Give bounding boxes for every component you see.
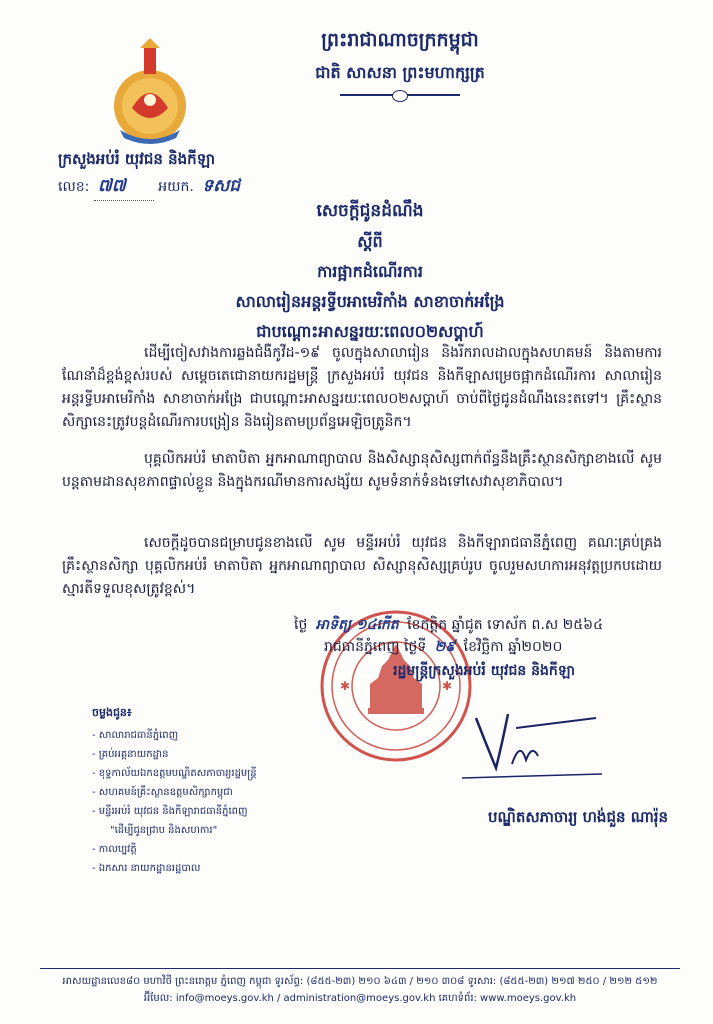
ornament-divider bbox=[340, 94, 460, 96]
signatory-title: រដ្ឋមន្ត្រីក្រសួងអប់រំ យុវជន និងកីឡា bbox=[393, 663, 575, 679]
notice-titles bbox=[160, 200, 580, 351]
notice-duration: ជាបណ្តោះអាសន្នរយៈពេល០២សប្តាហ៍ bbox=[256, 322, 484, 341]
list-item: - កាលប្បវត្តិ bbox=[92, 842, 257, 857]
list-item: - ខុទ្ទកាល័យឯកឧត្តមបណ្ឌិតសភាចារ្យរដ្ឋមន្ត្រី bbox=[92, 766, 257, 781]
list-item: - មន្ទីរអប់រំ យុវជន និងកីឡារាជធានីភ្នំពេញ bbox=[92, 804, 257, 819]
footer-contact bbox=[40, 968, 680, 1007]
notice-title: សេចក្តីជូនដំណឹង bbox=[316, 201, 424, 221]
recipients-list bbox=[92, 728, 257, 876]
list-item: - ឯកសារ នាយកដ្ឋានរដ្ឋបាល bbox=[92, 861, 257, 876]
recipients-heading: ចម្លងជូន៖ bbox=[92, 706, 132, 719]
kingdom-header bbox=[270, 28, 530, 96]
list-item: - គ្រប់អគ្គនាយកដ្ឋាន bbox=[92, 747, 257, 762]
footer-email-web: អ៊ីមែល: info@moeys.gov.kh / administration@moeys.gov.kh គេហទំព័រ: www.moeys.gov.kh bbox=[143, 993, 577, 1004]
body-paragraph-1: ដើម្បីចៀសវាងការឆ្លងជំងឺកូវីដ-១៩ ចូលក្នុងសាលារៀន និងរីករាលដាលក្នុងសហគមន៍ និងតាមការណែនាំដ៏ខ្ពង់ខ្ពស់របស់ សម្តេចតេជោនាយករដ្ឋមន្ត្រី ក្រសួងអប់រំ យុវជន និងកីឡាសម្រេចផ្អាកដំណើរការ សាលារៀនអន្តរទ្វីបអាមេរិកាំង សាខាចាក់អង្រែ ជាបណ្តោះអាសន្នរយៈពេល០២សប្តាហ៍ ចាប់ពីថ្ងៃជូនដំណឹងនេះតទៅ។ គ្រឹះស្ថានសិក្សានេះត្រូវបន្តដំណើរការបង្រៀន និងរៀនតាមប្រព័ន្ធអេឡិចត្រូនិក។ bbox=[62, 345, 662, 430]
date-and-signatory bbox=[294, 614, 674, 682]
notice-subject: ការផ្អាកដំណើរការ bbox=[317, 262, 423, 281]
svg-text:✱: ✱ bbox=[442, 679, 453, 693]
signer-name: បណ្ឌិតសភាចារ្យ ហង់ជួន ណារ៉ុន bbox=[488, 808, 669, 826]
body-paragraph-2: បុគ្គលិកអប់រំ មាតាបិតា អ្នកអាណាព្យាបាល និងសិស្សានុសិស្សពាក់ព័ន្ធនឹងគ្រឹះស្ថានសិក្សាខាងលើ សូមបន្តតាមដានសុខភាពផ្ទាល់ខ្លួន និងក្នុងករណីមានការសង្ស័យ សូមទំនាក់ទំនងទៅសេវាសុខាភិបាល។ bbox=[62, 451, 662, 490]
list-item: - សហគមន៍គ្រឹះស្ថានឧត្តមសិក្សាកម្ពុជា bbox=[92, 785, 257, 800]
lunar-date: ថ្ងៃ អាទិត្យ ១៤កើត ខែកត្តិក ឆ្នាំជូត ទោស័ក ព.ស ២៥៦៤ bbox=[294, 617, 604, 633]
recipients-note: "ដើម្បីជូនជ្រាប និងសហការ" bbox=[110, 825, 218, 836]
body-paragraph-3: សេចក្តីដូចបានជម្រាបជូនខាងលើ សូម មន្ទីរអប់រំ យុវជន និងកីឡារាជធានីភ្នំពេញ គណៈគ្រប់គ្រងគ្រឹះស្ថានសិក្សា បុគ្គលិកអប់រំ មាតាបិតា អ្នកអាណាព្យាបាល សិស្សានុសិស្សគ្រប់រូប ចូលរួមសហការអនុវត្តប្រកបដោយស្មារតីទទួលខុសត្រូវខ្ពស់។ bbox=[62, 535, 662, 597]
ministry-name: ក្រសួងអប់រំ យុវជន និងកីឡា bbox=[58, 150, 216, 168]
ministry-emblem-icon bbox=[110, 38, 190, 148]
footer-address: អាសយដ្ឋានលេខ៨០ មហាវិថី ព្រះនរោត្តម ភ្នំពេញ កម្ពុជា ទូរស័ព្ទ: (៨៥៥-២៣) ២១០ ៦៤៣ / ២១០ ៣០៨ ទូរសារ: (៨៥៥-២៣) ២១៧ ២៥០ / ២១២ ៥១២ bbox=[62, 976, 658, 987]
list-item: - សាលារាជធានីភ្នំពេញ bbox=[92, 728, 257, 743]
notice-school: សាលារៀនអន្តរទ្វីបអាមេរិកាំង សាខាចាក់អង្រែ bbox=[235, 292, 505, 311]
kingdom-name: ព្រះរាជាណាចក្រកម្ពុជា bbox=[321, 29, 479, 51]
solar-date: រាជធានីភ្នំពេញ ថ្ងៃទី ២៩ ខែវិច្ឆិកា ឆ្នាំ២០២០ bbox=[324, 639, 563, 655]
ref-prefix: លេខ: bbox=[58, 179, 90, 195]
national-motto: ជាតិ សាសនា ព្រះមហាក្សត្រ bbox=[315, 63, 485, 82]
notice-subject-label: ស្តីពី bbox=[357, 232, 383, 251]
copy-recipients bbox=[92, 706, 257, 880]
signature-icon bbox=[456, 704, 606, 784]
ref-number: ៧៧ bbox=[97, 176, 126, 196]
svg-text:✱: ✱ bbox=[340, 679, 351, 693]
ref-code: ទសជ bbox=[202, 176, 241, 196]
reference-number bbox=[58, 175, 244, 201]
ref-suffix: អយក. bbox=[158, 179, 194, 195]
